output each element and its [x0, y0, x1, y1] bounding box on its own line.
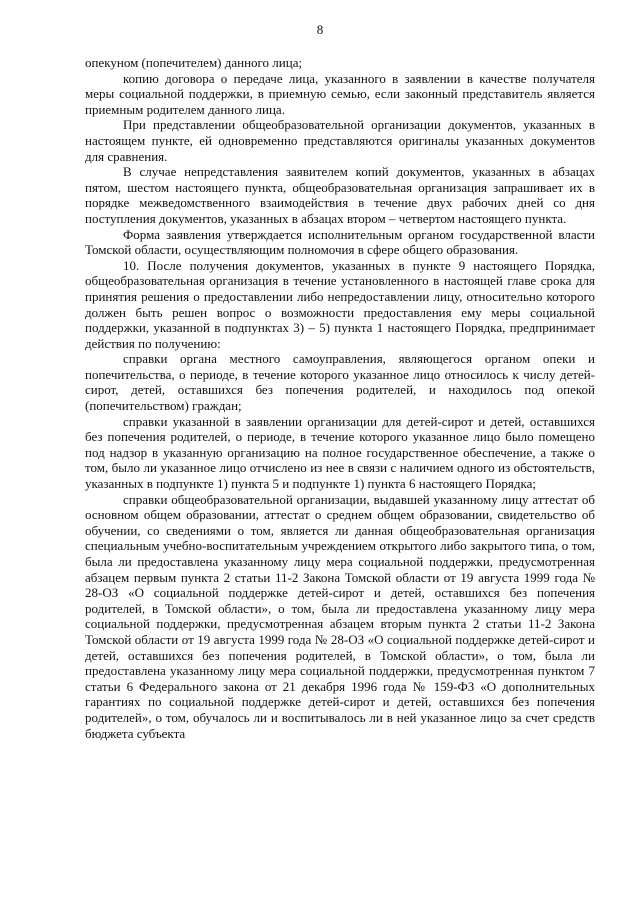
document-body	[85, 55, 595, 741]
paragraph-5: Форма заявления утверждается исполнительным органом государственной власти Томской области, осуществляющим полномочия в сфере общего образования.	[85, 226, 595, 258]
paragraph-8: справки указанной в заявлении организации для детей-сирот и детей, оставшихся без попечения родителей, о периоде, в течение которого указанное лицо было помещено под надзор в указанную организацию на полное государственное обеспечение, а также о том, было ли указанное лицо отчислено из нее в связи с наличием одного из обстоятельств, указанных в подпункте 1) пункта 5 и подпункте 1) пункта 6 настоящего Порядка;	[85, 413, 595, 492]
paragraph-3: При представлении общеобразовательной организации документов, указанных в настоящем пункте, ей одновременно представляются оригиналы указанных документов для сравнения.	[85, 117, 595, 164]
paragraph-6: 10. После получения документов, указанных в пункте 9 настоящего Порядка, общеобразовательная организация в течение установленного в настоящей главе срока для принятия решения о предоставлении либо непредоставлении лицу, относительно которого должен быть решен вопрос о возможности предоставления ему меры социальной поддержки, указанной в подпунктах 3) – 5) пункта 1 настоящего Порядка, предпринимает действия по получению:	[85, 257, 595, 351]
paragraph-1: опекуном (попечителем) данного лица;	[85, 55, 303, 70]
paragraph-7: справки органа местного самоуправления, являющегося органом опеки и попечительства, о периоде, в течение которого указанное лицо относилось к числу детей-сирот, детей, оставшихся без попечения родителей, и находилось под опекой (попечительством) граждан;	[85, 351, 595, 414]
page-number: 8	[316, 22, 324, 37]
paragraph-9: справки общеобразовательной организации, выдавшей указанному лицу аттестат об основном общем образовании, аттестат о среднем общем образовании, свидетельство об обучении, со сведениями о том, является ли данная общеобразовательная организация специальным учебно-воспитательным учреждением открытого либо закрытого типа, о том, была ли предоставлена указанному лицу мера социальной поддержки, предусмотренная абзацем первым пункта 2 статьи 11-2 Закона Томской области от 19 августа 1999 года № 28-ОЗ «О социальной поддержке детей-сирот и детей, оставшихся без попечения родителей, в Томской области», о том, была ли предоставлена указанному лицу мера социальной поддержки, предусмотренная абзацем вторым пункта 2 статьи 11-2 Закона Томской области от 19 августа 1999 года № 28-ОЗ «О социальной поддержке детей-сирот и детей, оставшихся без попечения родителей, в Томской области», о том, была ли предоставлена указанному лицу мера социальной поддержки, предусмотренная пунктом 7 статьи 6 Федерального закона от 21 декабря 1996 года № 159-ФЗ «О дополнительных гарантиях по социальной поддержке детей-сирот и детей, оставшихся без попечения родителей», о том, обучалось ли и воспитывалось ли в ней указанное лицо за счет средств бюджета субъекта	[85, 491, 595, 741]
paragraph-4: В случае непредставления заявителем копий документов, указанных в абзацах пятом, шестом настоящего пункта, общеобразовательная организация запрашивает их в порядке межведомственного взаимодействия в течение двух рабочих дней со дня поступления документов, указанных в абзацах втором – четвертом настоящего пункта.	[85, 164, 595, 226]
paragraph-2: копию договора о передаче лица, указанного в заявлении в качестве получателя меры социальной поддержки, в приемную семью, если законный представитель является приемным родителем данного лица.	[85, 70, 595, 117]
